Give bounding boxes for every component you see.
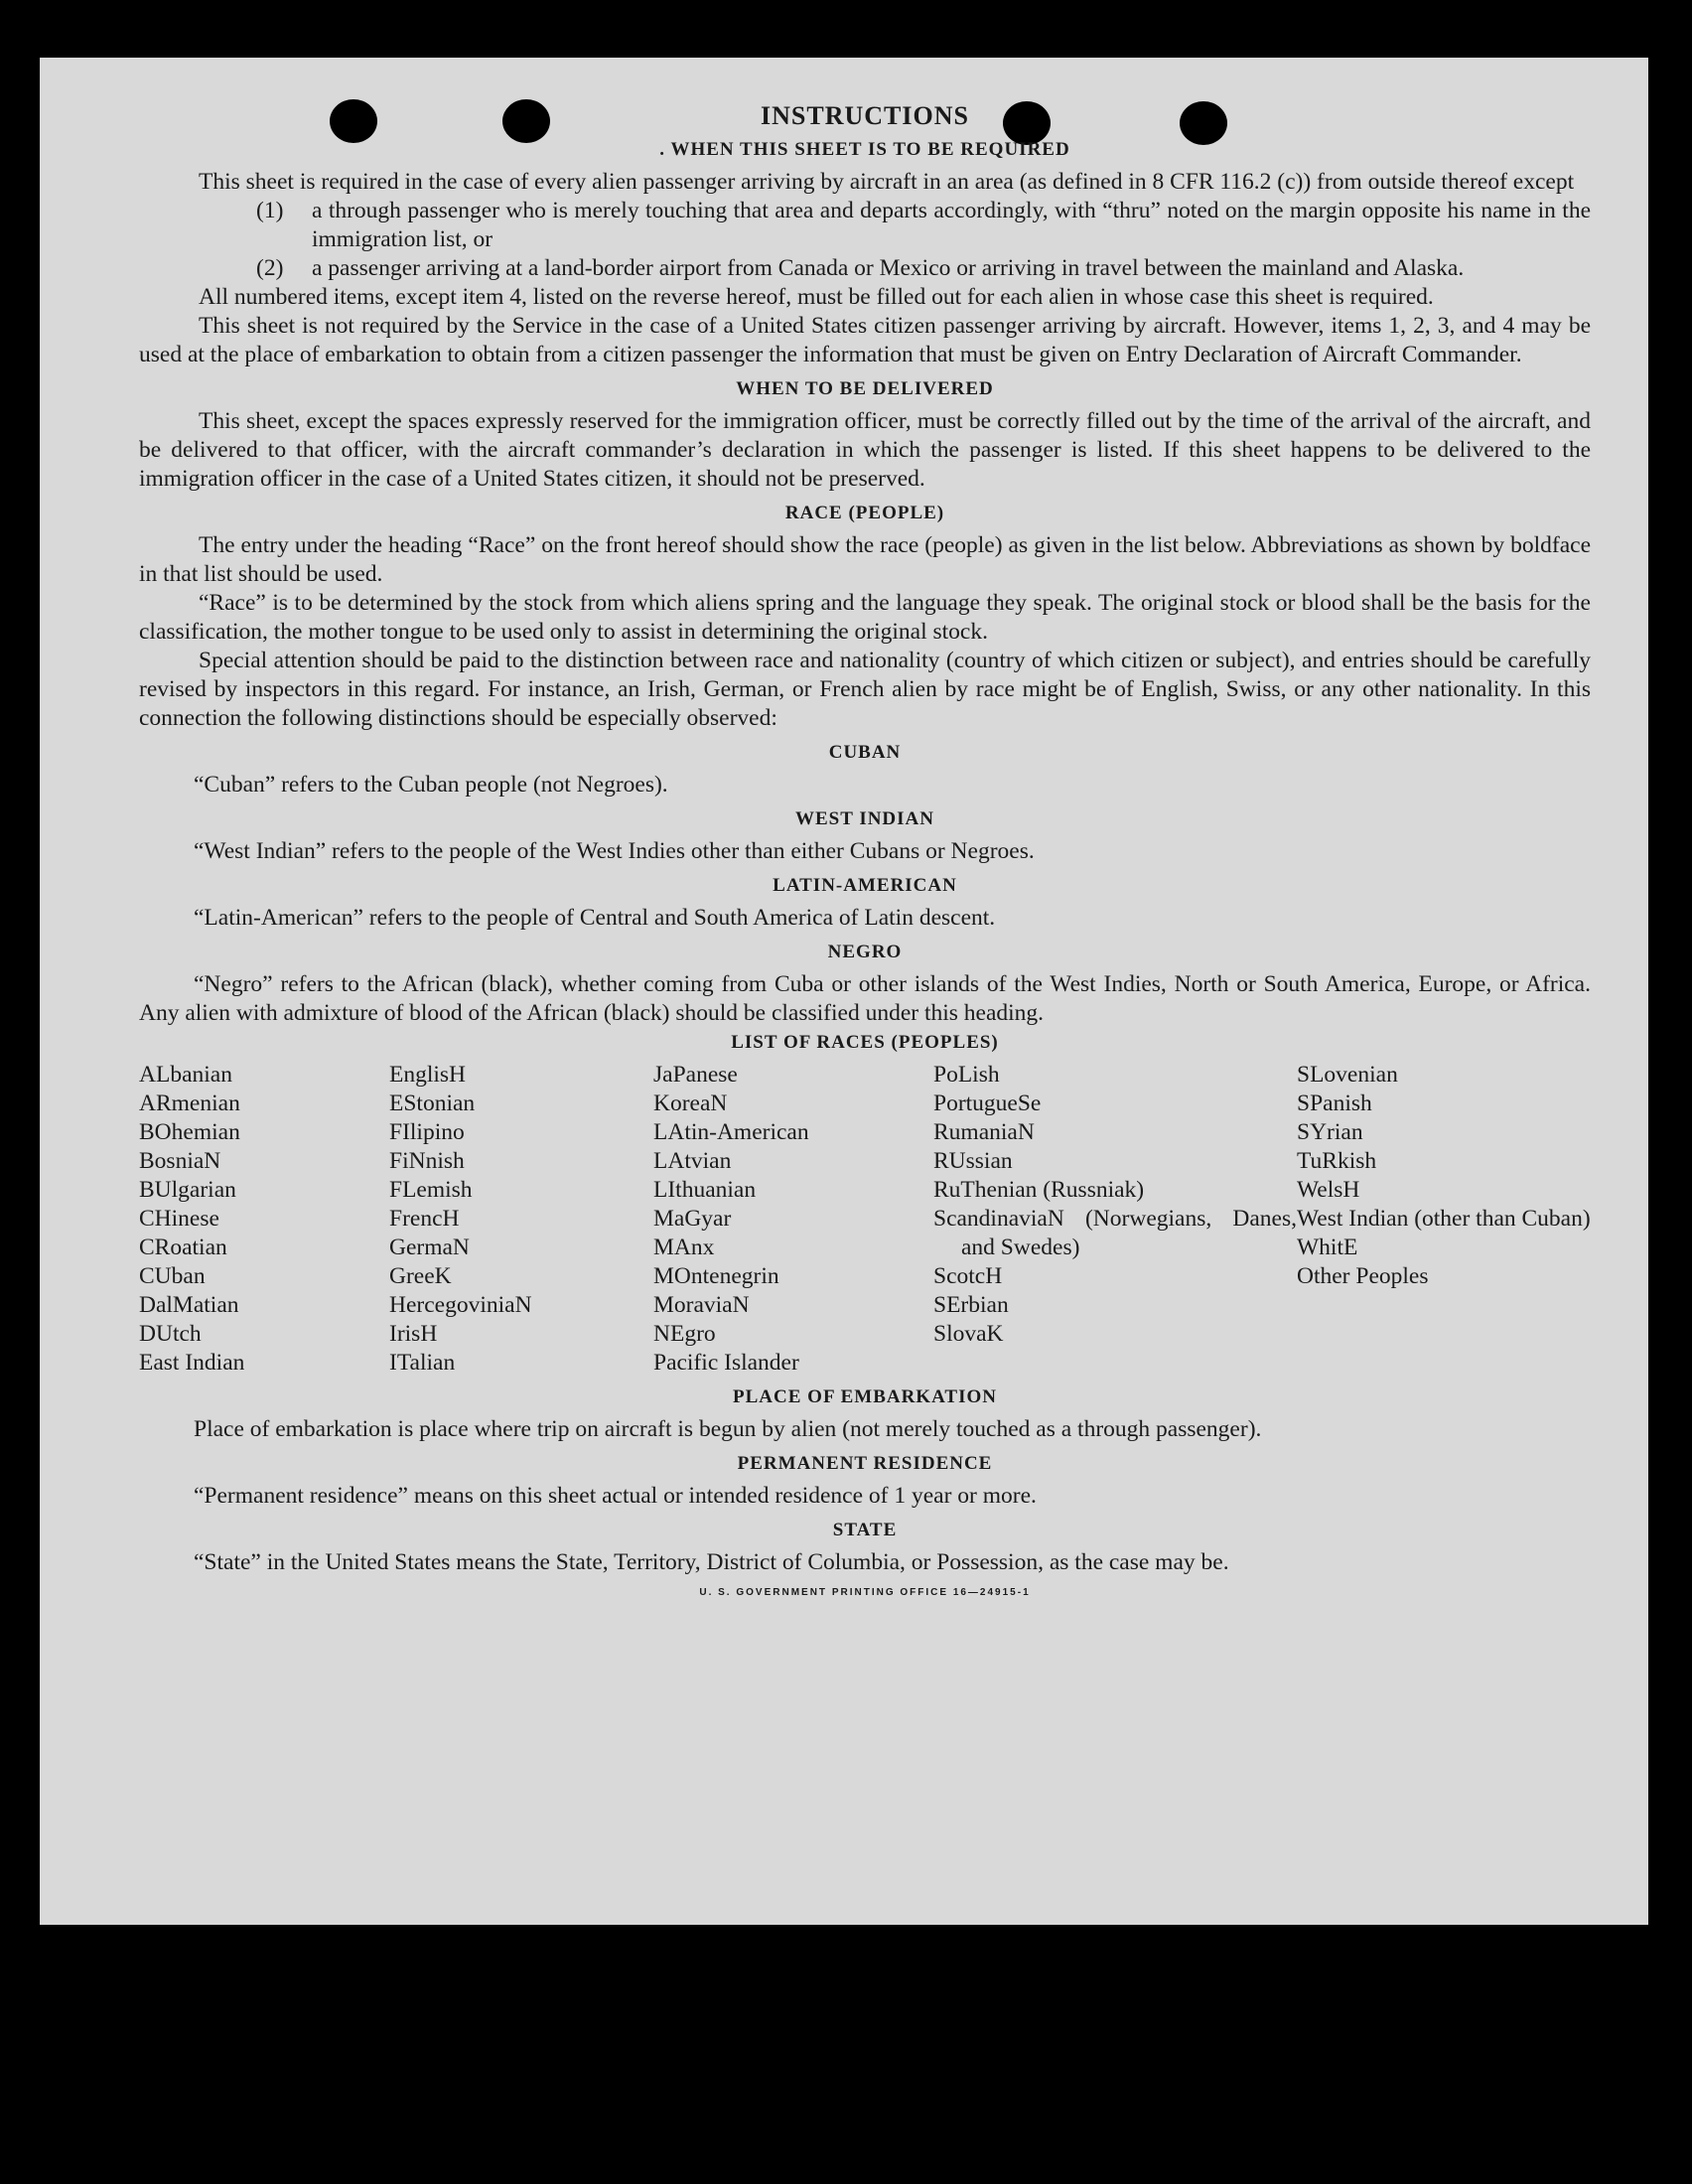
heading-latin-american: LATIN-AMERICAN xyxy=(773,875,957,896)
exception-item xyxy=(256,197,1591,254)
race-entry: FrencH xyxy=(389,1206,460,1232)
race-entry: BOhemian xyxy=(139,1119,240,1145)
page-title: INSTRUCTIONS xyxy=(761,101,969,130)
race-entry: PortugueSe xyxy=(933,1091,1042,1116)
heading-when-required: . WHEN THIS SHEET IS TO BE REQUIRED xyxy=(659,139,1070,160)
race-entry: MAnx xyxy=(653,1235,715,1260)
race-entry: CRoatian xyxy=(139,1235,227,1260)
races-column xyxy=(139,1061,389,1378)
race-entry: IrisH xyxy=(389,1321,438,1347)
heading-permanent-residence: PERMANENT RESIDENCE xyxy=(737,1453,993,1474)
paragraph: “Race” is to be determined by the stock from which aliens spring and the language they speak. The original stock or blood shall be the basis for the classification, the mother tongue to be used only to assist in determining the original stock. xyxy=(139,590,1591,645)
document-content xyxy=(139,101,1591,1598)
races-column xyxy=(1297,1061,1591,1378)
race-entry: BosniaN xyxy=(139,1148,221,1174)
race-entry: ARmenian xyxy=(139,1091,240,1116)
race-entry: MoraviaN xyxy=(653,1292,750,1318)
race-entry: East Indian xyxy=(139,1350,245,1376)
race-entry: NEgro xyxy=(653,1321,716,1347)
race-entry: HercegoviniaN xyxy=(389,1292,532,1318)
race-entry: TuRkish xyxy=(1297,1148,1377,1174)
race-entry: ScandinaviaN (Norwegians, Danes, and Swedes) xyxy=(933,1206,1297,1260)
race-entry: LAtin-American xyxy=(653,1119,809,1145)
race-entry: WhitE xyxy=(1297,1235,1358,1260)
paragraph: “Negro” refers to the African (black), whether coming from Cuba or other islands of the West Indies, North or South America, Europe, or Africa. Any alien with admixture of blood of the African (black) should be classified under this heading. xyxy=(139,971,1591,1026)
race-entry: LAtvian xyxy=(653,1148,732,1174)
race-entry: SYrian xyxy=(1297,1119,1363,1145)
race-entry: MOntenegrin xyxy=(653,1263,779,1289)
race-entry: SErbian xyxy=(933,1292,1009,1318)
race-entry: BUlgarian xyxy=(139,1177,236,1203)
race-entry: WelsH xyxy=(1297,1177,1360,1203)
item-number: (1) xyxy=(256,198,284,223)
race-entry: GermaN xyxy=(389,1235,470,1260)
race-entry: DUtch xyxy=(139,1321,202,1347)
race-entry: Other Peoples xyxy=(1297,1263,1429,1289)
race-entry: ITalian xyxy=(389,1350,456,1376)
item-text: a through passenger who is merely touching that area and departs accordingly, with “thru” noted on the margin opposite his name in the immigration list, or xyxy=(312,198,1591,252)
heading-list-of-races: LIST OF RACES (PEOPLES) xyxy=(731,1032,999,1053)
printer-imprint: U. S. GOVERNMENT PRINTING OFFICE 16—24915-1 xyxy=(699,1587,1031,1598)
heading-cuban: CUBAN xyxy=(828,742,902,763)
race-entry: CUban xyxy=(139,1263,206,1289)
races-column xyxy=(653,1061,933,1378)
heading-negro: NEGRO xyxy=(827,942,903,962)
race-entry: PoLish xyxy=(933,1062,1000,1088)
paragraph: This sheet is required in the case of every alien passenger arriving by aircraft in an area (as defined in 8 CFR 116.2 (c)) from outside thereof except xyxy=(199,169,1575,195)
paragraph: The entry under the heading “Race” on the front hereof should show the race (people) as given in the list below. Abbreviations as shown by boldface in that list should be used. xyxy=(139,532,1591,587)
document-sheet xyxy=(40,58,1648,1925)
race-entry: SlovaK xyxy=(933,1321,1004,1347)
exception-item xyxy=(256,254,1591,283)
race-entry: RUssian xyxy=(933,1148,1013,1174)
race-entry: RuThenian (Russniak) xyxy=(933,1177,1145,1203)
paragraph: “State” in the United States means the State, Territory, District of Columbia, or Possession, as the case may be. xyxy=(194,1549,1229,1575)
paragraph: All numbered items, except item 4, listed on the reverse hereof, must be filled out for each alien in whose case this sheet is required. xyxy=(199,284,1434,310)
race-entry: JaPanese xyxy=(653,1062,738,1088)
paragraph: Place of embarkation is place where trip on aircraft is begun by alien (not merely touched as a through passenger). xyxy=(194,1416,1262,1442)
paragraph: This sheet is not required by the Service in the case of a United States citizen passenger arriving by aircraft. However, items 1, 2, 3, and 4 may be used at the place of embarkation to obtain from a citizen passenger the information that must be given on Entry Declaration of Aircraft Commander. xyxy=(139,313,1591,367)
races-column xyxy=(933,1061,1297,1378)
paragraph: “Cuban” refers to the Cuban people (not Negroes). xyxy=(194,772,668,798)
paragraph: “Latin-American” refers to the people of Central and South America of Latin descent. xyxy=(194,905,996,931)
race-entry: GreeK xyxy=(389,1263,452,1289)
heading-state: STATE xyxy=(832,1520,898,1540)
race-entry: West Indian (other than Cuban) xyxy=(1297,1206,1591,1232)
heading-place-of-embarkation: PLACE OF EMBARKATION xyxy=(733,1386,997,1407)
heading-race: RACE (PEOPLE) xyxy=(784,503,945,523)
heading-west-indian: WEST INDIAN xyxy=(795,808,934,829)
race-entry: EStonian xyxy=(389,1091,476,1116)
race-entry: KoreaN xyxy=(653,1091,728,1116)
race-entry: SLovenian xyxy=(1297,1062,1398,1088)
race-entry: CHinese xyxy=(139,1206,219,1232)
race-entry: LIthuanian xyxy=(653,1177,757,1203)
item-text: a passenger arriving at a land-border airport from Canada or Mexico or arriving in travel between the mainland and Alaska. xyxy=(312,255,1465,281)
item-number: (2) xyxy=(256,255,284,281)
races-column xyxy=(389,1061,653,1378)
heading-when-delivered: WHEN TO BE DELIVERED xyxy=(736,378,994,399)
race-entry: ScotcH xyxy=(933,1263,1003,1289)
race-entry: ALbanian xyxy=(139,1062,232,1088)
race-entry: SPanish xyxy=(1297,1091,1372,1116)
races-list xyxy=(139,1061,1591,1378)
race-entry: FiNnish xyxy=(389,1148,465,1174)
race-entry: FIlipino xyxy=(389,1119,465,1145)
paragraph: Special attention should be paid to the distinction between race and nationality (country of which citizen or subject), and entries should be carefully revised by inspectors in this regard. For instance, an Irish, German, or French alien by race might be of English, Swiss, or any other nationality. In this connection the following distinctions should be especially observed: xyxy=(139,648,1591,731)
race-entry: DalMatian xyxy=(139,1292,239,1318)
paragraph: This sheet, except the spaces expressly reserved for the immigration officer, must be correctly filled out by the time of the arrival of the aircraft, and be delivered to that officer, with the aircraft commander’s declaration in which the passenger is listed. If this sheet happens to be delivered to the immigration officer in the case of a United States citizen, it should not be preserved. xyxy=(139,408,1591,492)
paragraph: “Permanent residence” means on this sheet actual or intended residence of 1 year or more. xyxy=(194,1483,1037,1509)
race-entry: Pacific Islander xyxy=(653,1350,799,1376)
race-entry: MaGyar xyxy=(653,1206,732,1232)
race-entry: FLemish xyxy=(389,1177,473,1203)
paragraph: “West Indian” refers to the people of the West Indies other than either Cubans or Negroes. xyxy=(194,838,1035,864)
race-entry: EnglisH xyxy=(389,1062,467,1088)
race-entry: RumaniaN xyxy=(933,1119,1035,1145)
